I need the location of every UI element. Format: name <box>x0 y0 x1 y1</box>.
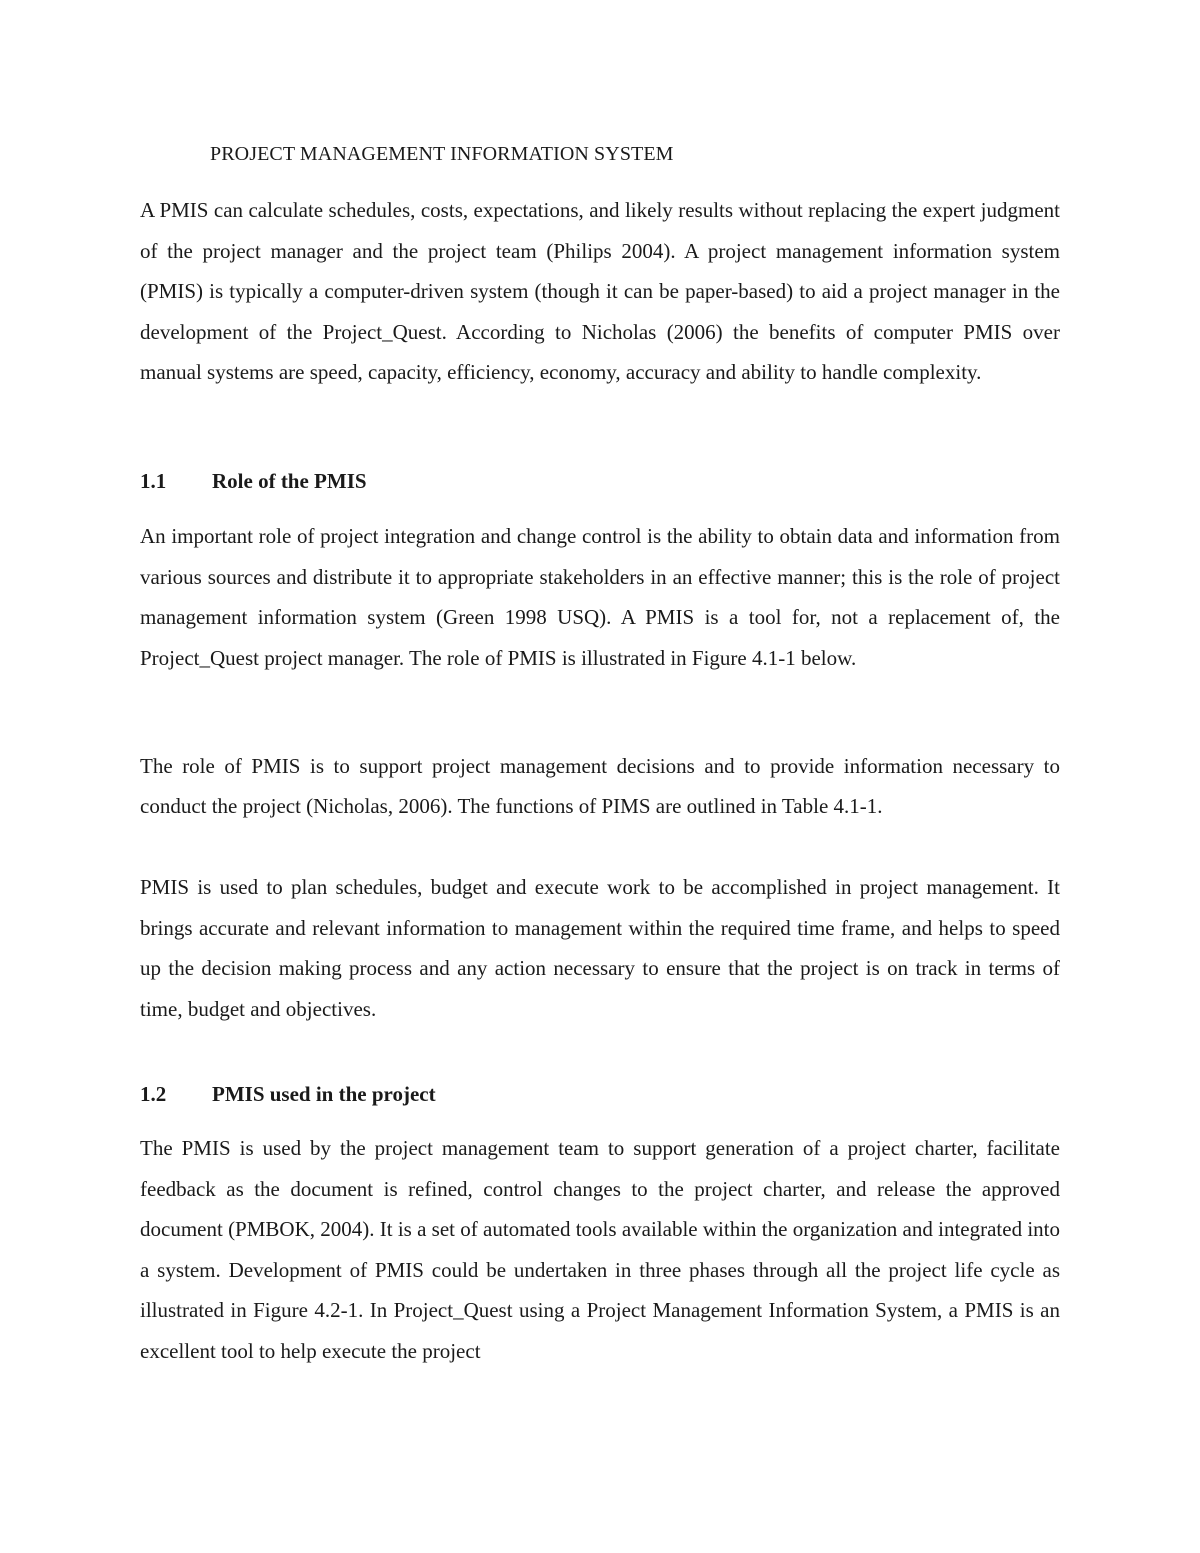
section-heading-role-of-pmis <box>140 469 367 494</box>
section-number: 1.1 <box>140 469 167 493</box>
section-number: 1.2 <box>140 1082 167 1106</box>
document-title: PROJECT MANAGEMENT INFORMATION SYSTEM <box>210 143 674 165</box>
pmis-used-paragraph: The PMIS is used by the project management team to support generation of a project charter, facilitate feedback as the document is refined, control changes to the project charter, and release the approved document (PMBOK, 2004). It is a set of automated tools available within the organization and integrated into a system. Development of PMIS could be undertaken in three phases through all the project life cycle as illustrated in Figure 4.2-1. In Project_Quest using a Project Management Information System, a PMIS is an excellent tool to help execute the project <box>140 1136 1060 1363</box>
role-paragraph-2: The role of PMIS is to support project management decisions and to provide information necessary to conduct the project (Nicholas, 2006). The functions of PIMS are outlined in Table 4.1-1. <box>140 754 1060 818</box>
role-paragraph-3: PMIS is used to plan schedules, budget and execute work to be accomplished in project management. It brings accurate and relevant information to management within the required time frame, and helps to speed up the decision making process and any action necessary to ensure that the project is on track in terms of time, budget and objectives. <box>140 875 1060 1021</box>
role-paragraph-1: An important role of project integration and change control is the ability to obtain data and information from various sources and distribute it to appropriate stakeholders in an effective manner; this is the role of project management information system (Green 1998 USQ). A PMIS is a tool for, not a replacement of, the Project_Quest project manager. The role of PMIS is illustrated in Figure 4.1-1 below. <box>140 524 1060 670</box>
section-title: Role of the PMIS <box>212 469 367 493</box>
section-heading-pmis-used <box>140 1082 436 1107</box>
section-title: PMIS used in the project <box>212 1082 436 1106</box>
intro-paragraph: A PMIS can calculate schedules, costs, expectations, and likely results without replacing the expert judgment of the project manager and the project team (Philips 2004). A project management information system (PMIS) is typically a computer-driven system (though it can be paper-based) to aid a project manager in the development of the Project_Quest. According to Nicholas (2006) the benefits of computer PMIS over manual systems are speed, capacity, efficiency, economy, accuracy and ability to handle complexity. <box>140 198 1060 385</box>
